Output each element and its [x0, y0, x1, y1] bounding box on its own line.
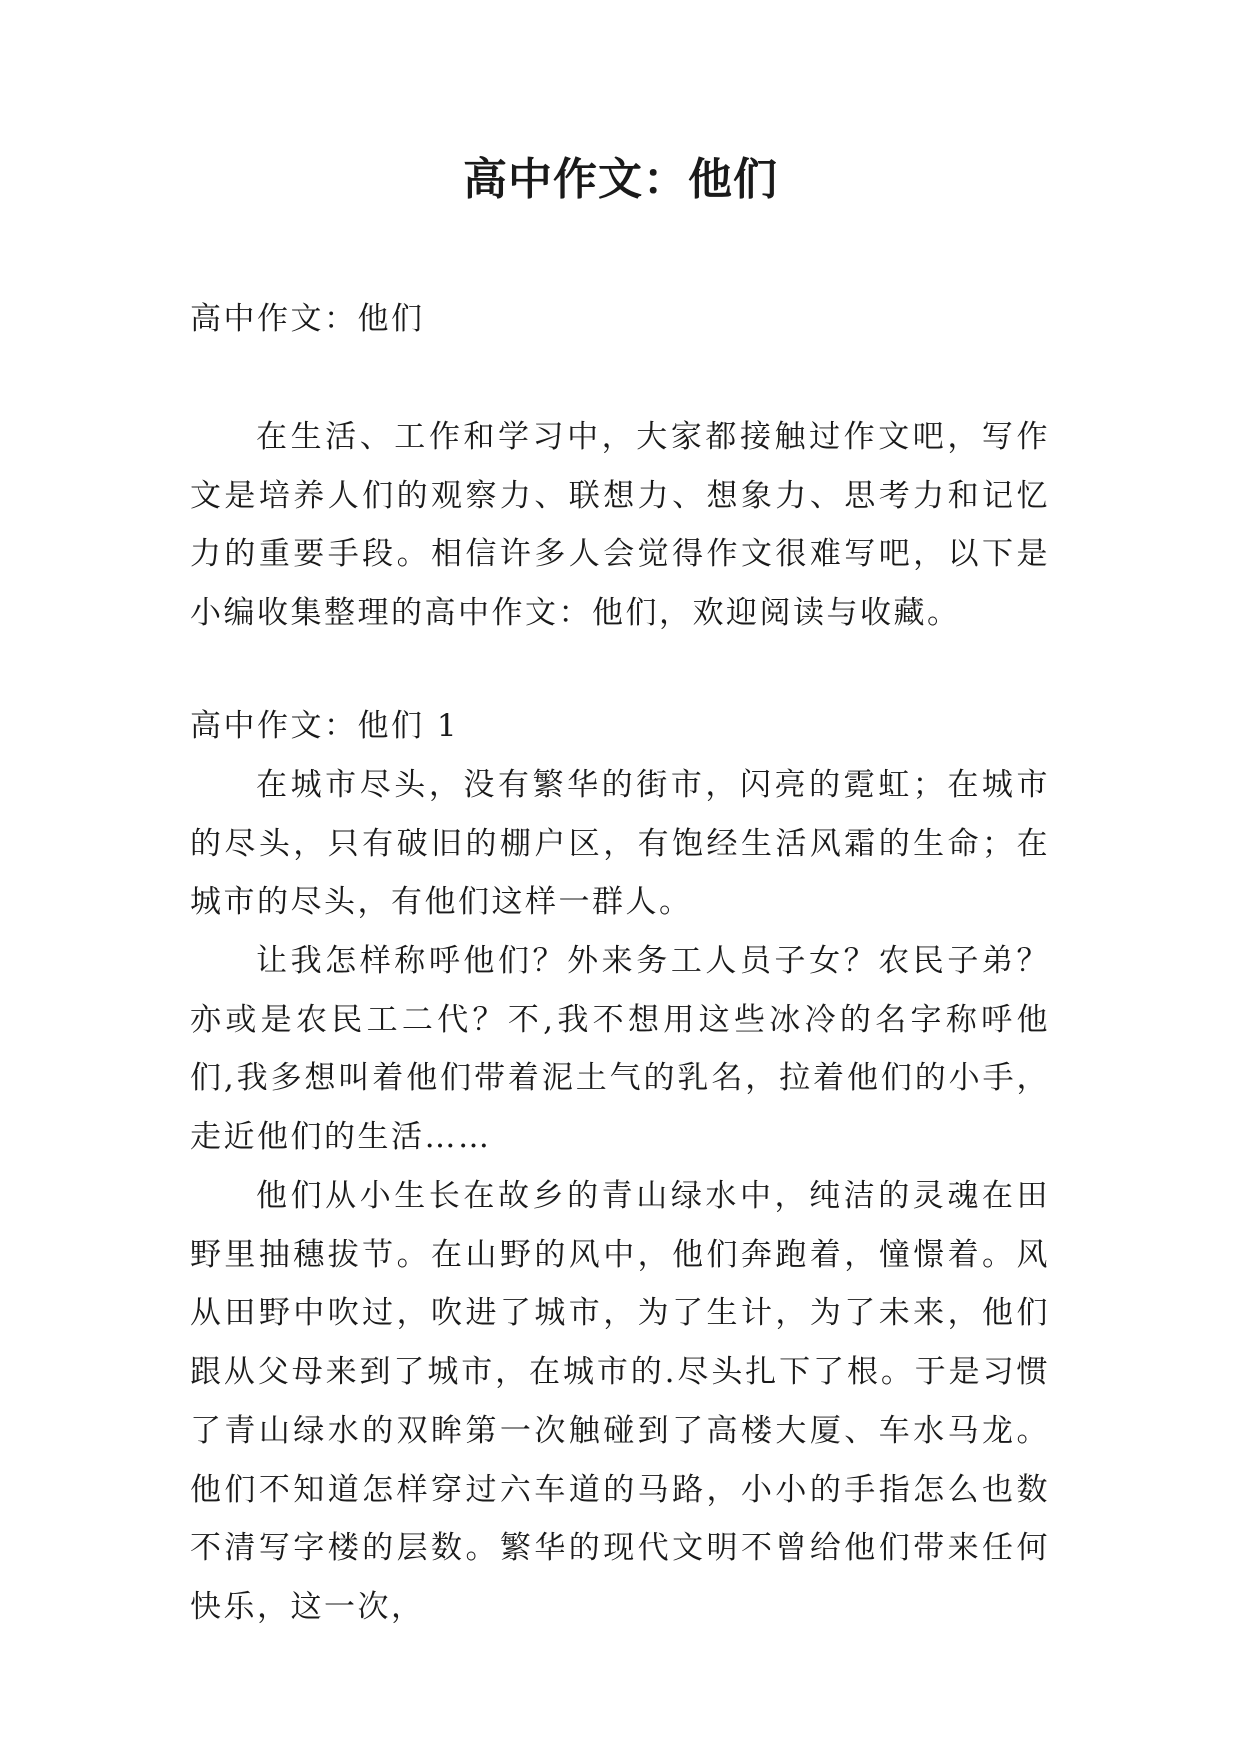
body-paragraph: 他们从小生长在故乡的青山绿水中，纯洁的灵魂在田野里抽穗拔节。在山野的风中，他们奔跑着，憧憬着。风从田野中吹过，吹进了城市，为了生计，为了未来，他们跟从父母来到了城市，在城市的.尽头扎下了根。于是习惯了青山绿水的双眸第一次触碰到了高楼大厦、车水马龙。他们不知道怎样穿过六车道的马路，小小的手指怎么也数不清写字楼的层数。繁华的现代文明不曾给他们带来任何快乐，这一次，: [190, 1178, 1050, 1625]
document-title: 高中作文：他们: [463, 154, 778, 205]
intro-paragraph: 在生活、工作和学习中，大家都接触过作文吧，写作文是培养人们的观察力、联想力、想象力、思考力和记忆力的重要手段。相信许多人会觉得作文很难写吧，以下是小编收集整理的高中作文：他们，欢迎阅读与收藏。: [190, 419, 1050, 632]
body-paragraph: 让我怎样称呼他们？外来务工人员子女？农民子弟？亦或是农民工二代？不,我不想用这些冰冷的名字称呼他们,我多想叫着他们带着泥土气的乳名，拉着他们的小手，走近他们的生活……: [190, 943, 1050, 1156]
section-heading: 高中作文：他们 1: [190, 708, 460, 744]
body-paragraph: 在城市尽头，没有繁华的街市，闪亮的霓虹；在城市的尽头，只有破旧的棚户区，有饱经生活风霜的生命；在城市的尽头，有他们这样一群人。: [190, 767, 1050, 921]
document-subtitle: 高中作文：他们: [190, 301, 425, 337]
